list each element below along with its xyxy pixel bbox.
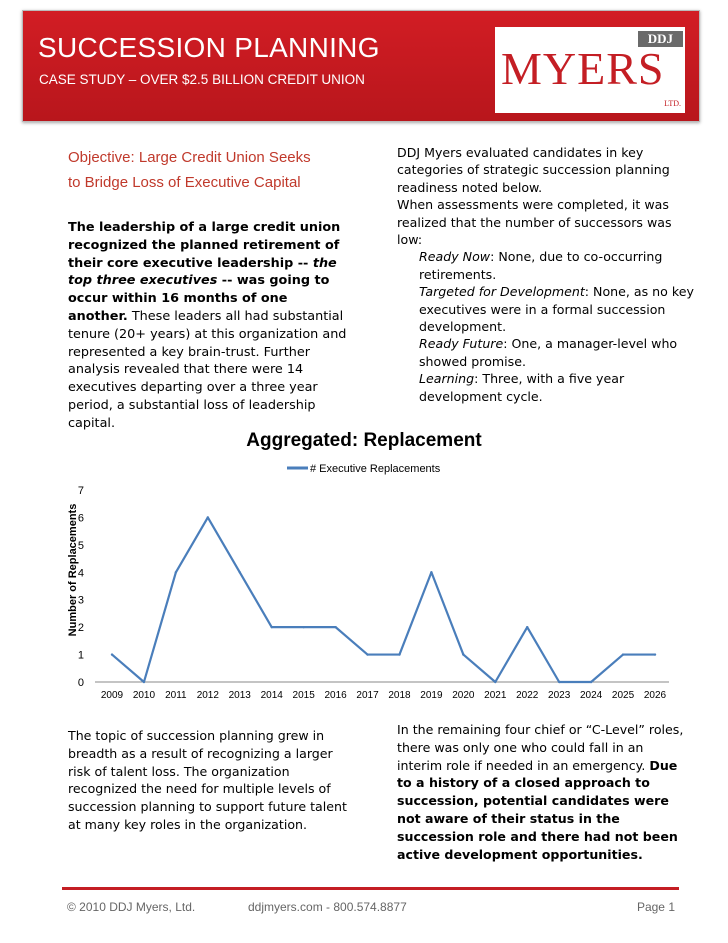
x-tick-label: 2014 — [260, 690, 283, 701]
x-tick-label: 2025 — [611, 690, 635, 701]
intro-bold-1: The leadership of a large credit union recognized the planned retirement of their core executive leadership -- — [68, 220, 341, 271]
objective-line-1: Objective: Large Credit Union Seeks — [68, 149, 311, 166]
x-tick-label: 2017 — [356, 690, 379, 701]
y-tick-label: 2 — [77, 622, 84, 635]
footer-contact: ddjmyers.com - 800.574.8877 — [248, 900, 407, 914]
x-tick-label: 2009 — [100, 690, 124, 701]
readiness-item — [419, 283, 697, 335]
replacement-chart — [0, 425, 728, 710]
x-tick-label: 2020 — [452, 690, 475, 701]
data-point — [590, 681, 592, 683]
data-point — [494, 681, 496, 683]
data-point — [143, 681, 145, 683]
readiness-list — [397, 248, 697, 405]
x-tick-label: 2022 — [516, 690, 539, 701]
y-tick-label: 4 — [77, 567, 84, 580]
data-point — [526, 626, 528, 628]
intro-bold-2: -- was going to occur within 16 months of one another. — [68, 273, 330, 324]
company-logo — [495, 27, 685, 113]
data-point — [334, 626, 336, 628]
y-tick-label: 0 — [77, 677, 84, 689]
x-tick-label: 2010 — [132, 690, 156, 701]
data-point — [654, 653, 656, 655]
c-level-bold-text: Due to a history of a closed approach to succession, potential candidates were not aware of their status in the succession role and there had not been active development opportunities. — [397, 757, 678, 862]
c-level-paragraph — [397, 721, 687, 863]
header-banner — [22, 10, 700, 122]
series-line — [112, 517, 655, 682]
readiness-text: : None, due to co-occurring retirements. — [419, 249, 663, 282]
x-tick-label: 2013 — [228, 690, 251, 701]
y-tick-label: 1 — [77, 649, 84, 662]
data-point — [430, 571, 432, 573]
logo-myers-text: MYERS — [501, 43, 665, 94]
intro-rest: These leaders all had substantial tenure (20+ years) at this organization and represented a key brain-trust. Further analysis revealed that there were 14 executives departing over a three year period, a substantial loss of leadership capital. — [68, 308, 347, 431]
data-point — [302, 626, 304, 628]
intro-paragraph — [68, 219, 348, 433]
x-tick-label: 2026 — [643, 690, 667, 701]
readiness-label: Ready Now — [419, 249, 491, 265]
c-level-normal-text: In the remaining four chief or “C-Level” roles, there was only one who could fall in an interim role if needed in an emergency. — [397, 722, 684, 773]
logo-ddj-text: DDJ — [638, 31, 683, 47]
intro-bold-italic: the top three executives — [68, 255, 337, 289]
evaluation-section — [397, 144, 697, 405]
footer-page-number: Page 1 — [636, 900, 675, 914]
x-tick-label: 2023 — [548, 690, 571, 701]
data-point — [622, 653, 624, 655]
logo-ltd-text: LTD. — [664, 99, 681, 108]
readiness-item — [419, 335, 697, 370]
readiness-item — [419, 248, 697, 283]
objective-heading — [68, 145, 311, 195]
x-tick-label: 2019 — [420, 690, 443, 701]
y-tick-label: 3 — [77, 594, 84, 607]
y-tick-label: 6 — [77, 512, 84, 525]
footer — [62, 887, 679, 922]
data-point — [207, 516, 209, 518]
page-title: SUCCESSION PLANNING — [38, 32, 380, 63]
readiness-text: : Three, with a five year development cycle. — [419, 371, 625, 404]
readiness-text: : One, a manager-level who showed promise. — [419, 336, 678, 369]
data-point — [175, 571, 177, 573]
evaluation-paragraph-1: DDJ Myers evaluated candidates in key categories of strategic succession planning readiness noted below. — [397, 145, 670, 195]
objective-line-2: to Bridge Loss of Executive Capital — [68, 174, 301, 191]
evaluation-paragraph-2: When assessments were completed, it was realized that the number of successors was low: — [397, 197, 672, 248]
readiness-label: Learning — [419, 371, 475, 387]
data-point — [462, 653, 464, 655]
data-point — [111, 653, 113, 655]
succession-topic-paragraph: The topic of succession planning grew in breadth as a result of recognizing a larger risk of talent loss. The organization recognized the need for multiple levels of succession planning to support future talent at many key roles in the organization. — [68, 728, 347, 832]
footer-copyright: © 2010 DDJ Myers, Ltd. — [67, 900, 196, 914]
x-tick-label: 2021 — [484, 690, 507, 701]
data-point — [239, 571, 241, 573]
x-tick-label: 2018 — [388, 690, 411, 701]
x-tick-label: 2011 — [165, 690, 187, 701]
data-point — [558, 681, 560, 683]
data-point — [398, 653, 400, 655]
x-tick-label: 2016 — [324, 690, 347, 701]
readiness-item — [419, 370, 697, 405]
readiness-label: Targeted for Development — [419, 284, 585, 300]
x-tick-label: 2015 — [292, 690, 315, 701]
x-tick-label: 2024 — [579, 690, 603, 701]
chart-title: Aggregated: Replacement — [246, 430, 482, 451]
y-tick-label: 7 — [77, 485, 84, 497]
readiness-text: : None, as no key executives were in a formal succession development. — [419, 284, 694, 335]
y-tick-label: 5 — [77, 539, 84, 552]
readiness-label: Ready Future — [419, 336, 504, 352]
legend-label: # Executive Replacements — [310, 463, 441, 475]
x-tick-label: 2012 — [196, 690, 219, 701]
data-point — [366, 653, 368, 655]
data-point — [271, 626, 273, 628]
page-subtitle: CASE STUDY – OVER $2.5 BILLION CREDIT UNION — [39, 72, 365, 87]
y-axis-label: Number of Replacements — [67, 503, 79, 637]
